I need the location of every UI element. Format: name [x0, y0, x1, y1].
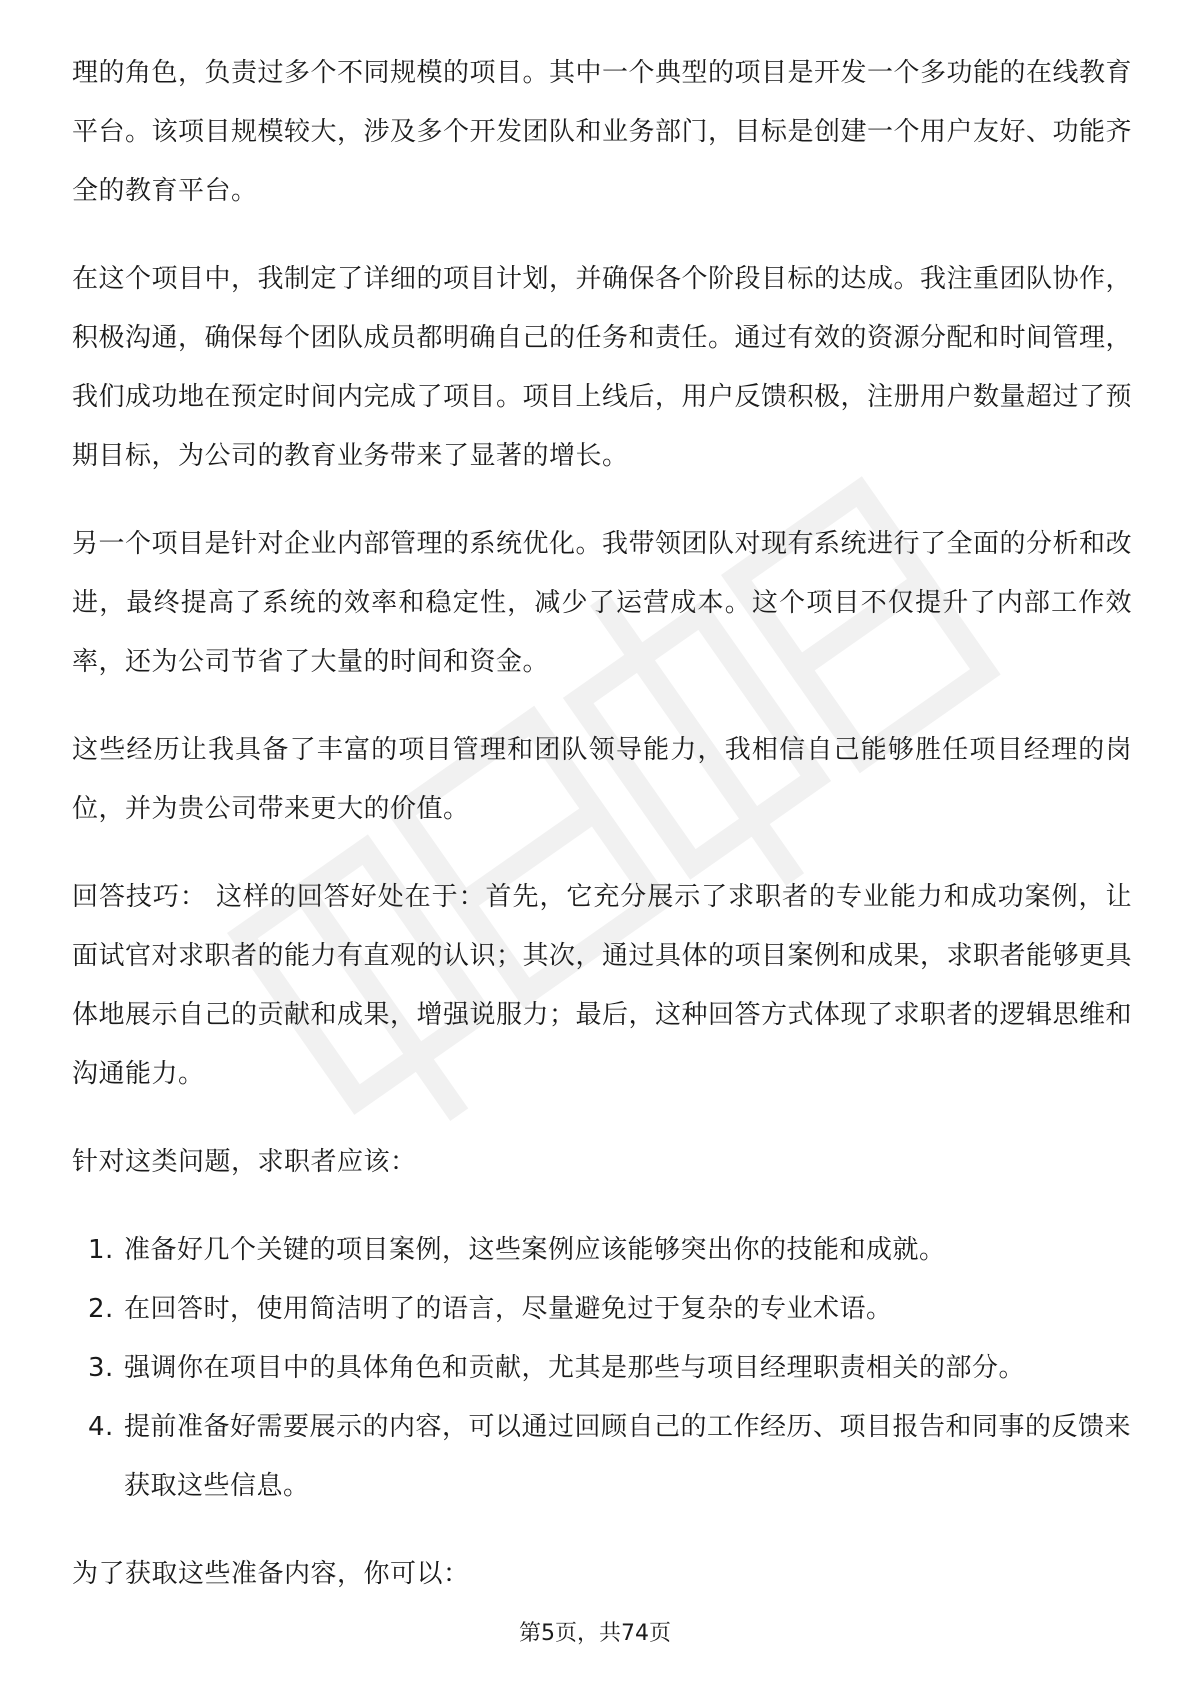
- list-item-text: 在回答时，使用简洁明了的语言，尽量避免过于复杂的专业术语。: [124, 1294, 893, 1324]
- list-item: [72, 1221, 1132, 1280]
- list-number: 1.: [88, 1235, 114, 1265]
- advice-list: [72, 1221, 1132, 1516]
- paragraph-project-plan: 在这个项目中，我制定了详细的项目计划，并确保各个阶段目标的达成。我注重团队协作，积极沟通，确保每个团队成员都明确自己的任务和责任。通过有效的资源分配和时间管理，我们成功地在预定时间内完成了项目。项目上线后，用户反馈积极，注册用户数量超过了预期目标，为公司的教育业务带来了显著的增长。: [72, 264, 1133, 471]
- paragraph-intro-continued: 理的角色，负责过多个不同规模的项目。其中一个典型的项目是开发一个多功能的在线教育平台。该项目规模较大，涉及多个开发团队和业务部门，目标是创建一个用户友好、功能齐全的教育平台。: [72, 58, 1133, 206]
- list-item: [72, 1398, 1132, 1516]
- list-item-text: 强调你在项目中的具体角色和贡献，尤其是那些与项目经理职责相关的部分。: [124, 1353, 1026, 1383]
- paragraph-experience-summary: 这些经历让我具备了丰富的项目管理和团队领导能力，我相信自己能够胜任项目经理的岗位，并为贵公司带来更大的价值。: [72, 735, 1132, 824]
- list-number: 4.: [88, 1412, 114, 1442]
- list-number: 3.: [88, 1353, 114, 1383]
- list-item-text: 提前准备好需要展示的内容，可以通过回顾自己的工作经历、项目报告和同事的反馈来获取这些信息。: [124, 1412, 1132, 1501]
- list-item-text: 准备好几个关键的项目案例，这些案例应该能够突出你的技能和成就。: [124, 1235, 946, 1265]
- paragraph-system-optimization: 另一个项目是针对企业内部管理的系统优化。我带领团队对现有系统进行了全面的分析和改进，最终提高了系统的效率和稳定性，减少了运营成本。这个项目不仅提升了内部工作效率，还为公司节省了大量的时间和资金。: [72, 529, 1133, 677]
- list-number: 2.: [88, 1294, 114, 1324]
- page-number-footer: 第5页，共74页: [519, 1621, 671, 1646]
- document-body: [72, 44, 1132, 1633]
- list-item: [72, 1280, 1132, 1339]
- paragraph-closing: 为了获取这些准备内容，你可以：: [72, 1559, 470, 1589]
- paragraph-answer-tips: 回答技巧： 这样的回答好处在于：首先，它充分展示了求职者的专业能力和成功案例，让面试官对求职者的能力有直观的认识；其次，通过具体的项目案例和成果，求职者能够更具体地展示自己的贡献和成果，增强说服力；最后，这种回答方式体现了求职者的逻辑思维和沟通能力。: [72, 882, 1133, 1089]
- paragraph-list-intro: 针对这类问题，求职者应该：: [72, 1147, 417, 1177]
- list-item: [72, 1339, 1132, 1398]
